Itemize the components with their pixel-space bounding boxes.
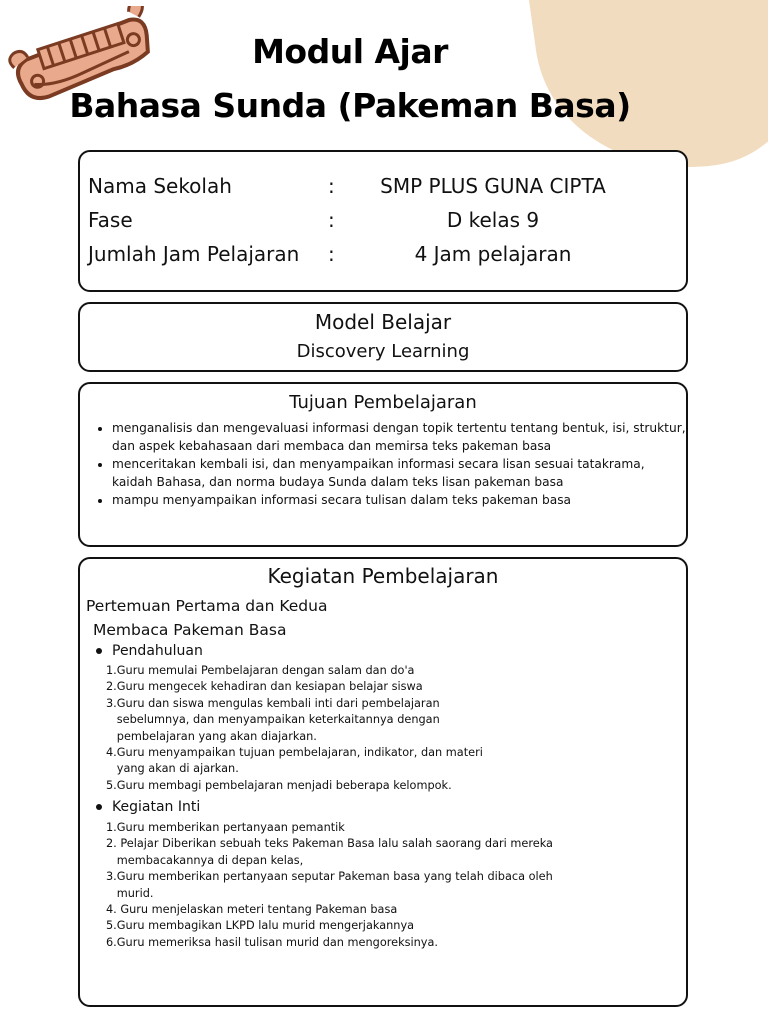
list-item: 2. Pelajar Diberikan sebuah teks Pakeman Basa lalu salah saorang dari mereka [106, 837, 553, 851]
inti-section [96, 799, 200, 815]
tujuan-list [80, 419, 686, 509]
school-info-box [78, 150, 688, 292]
page-subtitle: Bahasa Sunda (Pakeman Basa) [69, 86, 631, 125]
bullet-icon [96, 804, 102, 810]
list-item: sebelumnya, dan menyampaikan keterkaitannya dengan [106, 713, 440, 727]
list-item: 3.Guru dan siswa mengulas kembali inti dari pembelajaran [106, 696, 440, 710]
pendahuluan-section [96, 643, 203, 659]
list-item: murid. [106, 886, 154, 900]
list-item: 2.Guru mengecek kehadiran dan kesiapan belajar siswa [106, 680, 423, 694]
tujuan-heading: Tujuan Pembelajaran [289, 392, 477, 413]
info-label: Nama Sekolah [88, 174, 232, 198]
list-item: membacakannya di depan kelas, [106, 853, 304, 867]
inti-steps [106, 820, 553, 951]
list-item: • menganalisis dan mengevaluasi informasi dengan topik tertentu tentang bentuk, isi, struktur, dan aspek kebahasaan dari membaca dan memirsa teks pakeman basa [112, 419, 686, 455]
list-item: 4.Guru menyampaikan tujuan pembelajaran, indikator, dan materi [106, 746, 483, 760]
list-item: yang akan di ajarkan. [106, 762, 239, 776]
info-colon: : [328, 174, 335, 198]
bullet-icon [96, 648, 102, 654]
list-item: 3.Guru memberikan pertanyaan seputar Pakeman basa yang telah dibaca oleh [106, 870, 553, 884]
list-item: 4. Guru menjelaskan meteri tentang Pakeman basa [106, 903, 398, 917]
pendahuluan-label: Pendahuluan [112, 643, 203, 659]
model-heading: Model Belajar [314, 310, 452, 334]
pendahuluan-steps [106, 663, 483, 794]
page-title: Modul Ajar [252, 32, 448, 71]
info-value: 4 Jam pelajaran [414, 242, 572, 266]
info-colon: : [328, 242, 335, 266]
pertemuan-label: Pertemuan Pertama dan Kedua [86, 597, 328, 615]
tujuan-box [78, 382, 688, 547]
info-label: Fase [88, 208, 133, 232]
kegiatan-box [78, 557, 688, 1007]
info-value: SMP PLUS GUNA CIPTA [380, 174, 606, 198]
list-item: 1.Guru memulai Pembelajaran dengan salam dan do'a [106, 664, 415, 677]
model-belajar-box [78, 302, 688, 372]
model-value: Discovery Learning [296, 341, 470, 362]
list-item: • menceritakan kembali isi, dan menyampaikan informasi secara lisan sesuai tatakrama, kaidah Bahasa, dan norma budaya Sunda dalam teks lisan pakeman basa [112, 455, 686, 491]
list-item: 6.Guru memeriksa hasil tulisan murid dan mengoreksinya. [106, 935, 439, 949]
list-item: pembelajaran yang akan diajarkan. [106, 729, 317, 743]
inti-label: Kegiatan Inti [112, 799, 201, 815]
list-item: 1.Guru memberikan pertanyaan pemantik [106, 821, 345, 834]
list-item: 5.Guru membagikan LKPD lalu murid mengerjakannya [106, 919, 415, 933]
kegiatan-heading: Kegiatan Pembelajaran [267, 564, 499, 588]
info-label: Jumlah Jam Pelajaran [88, 242, 300, 266]
list-item: • mampu menyampaikan informasi secara tulisan dalam teks pakeman basa [112, 491, 686, 509]
info-colon: : [328, 208, 335, 232]
list-item: 5.Guru membagi pembelajaran menjadi beberapa kelompok. [106, 778, 452, 792]
info-value: D kelas 9 [446, 208, 540, 232]
topik-label: Membaca Pakeman Basa [93, 621, 287, 639]
